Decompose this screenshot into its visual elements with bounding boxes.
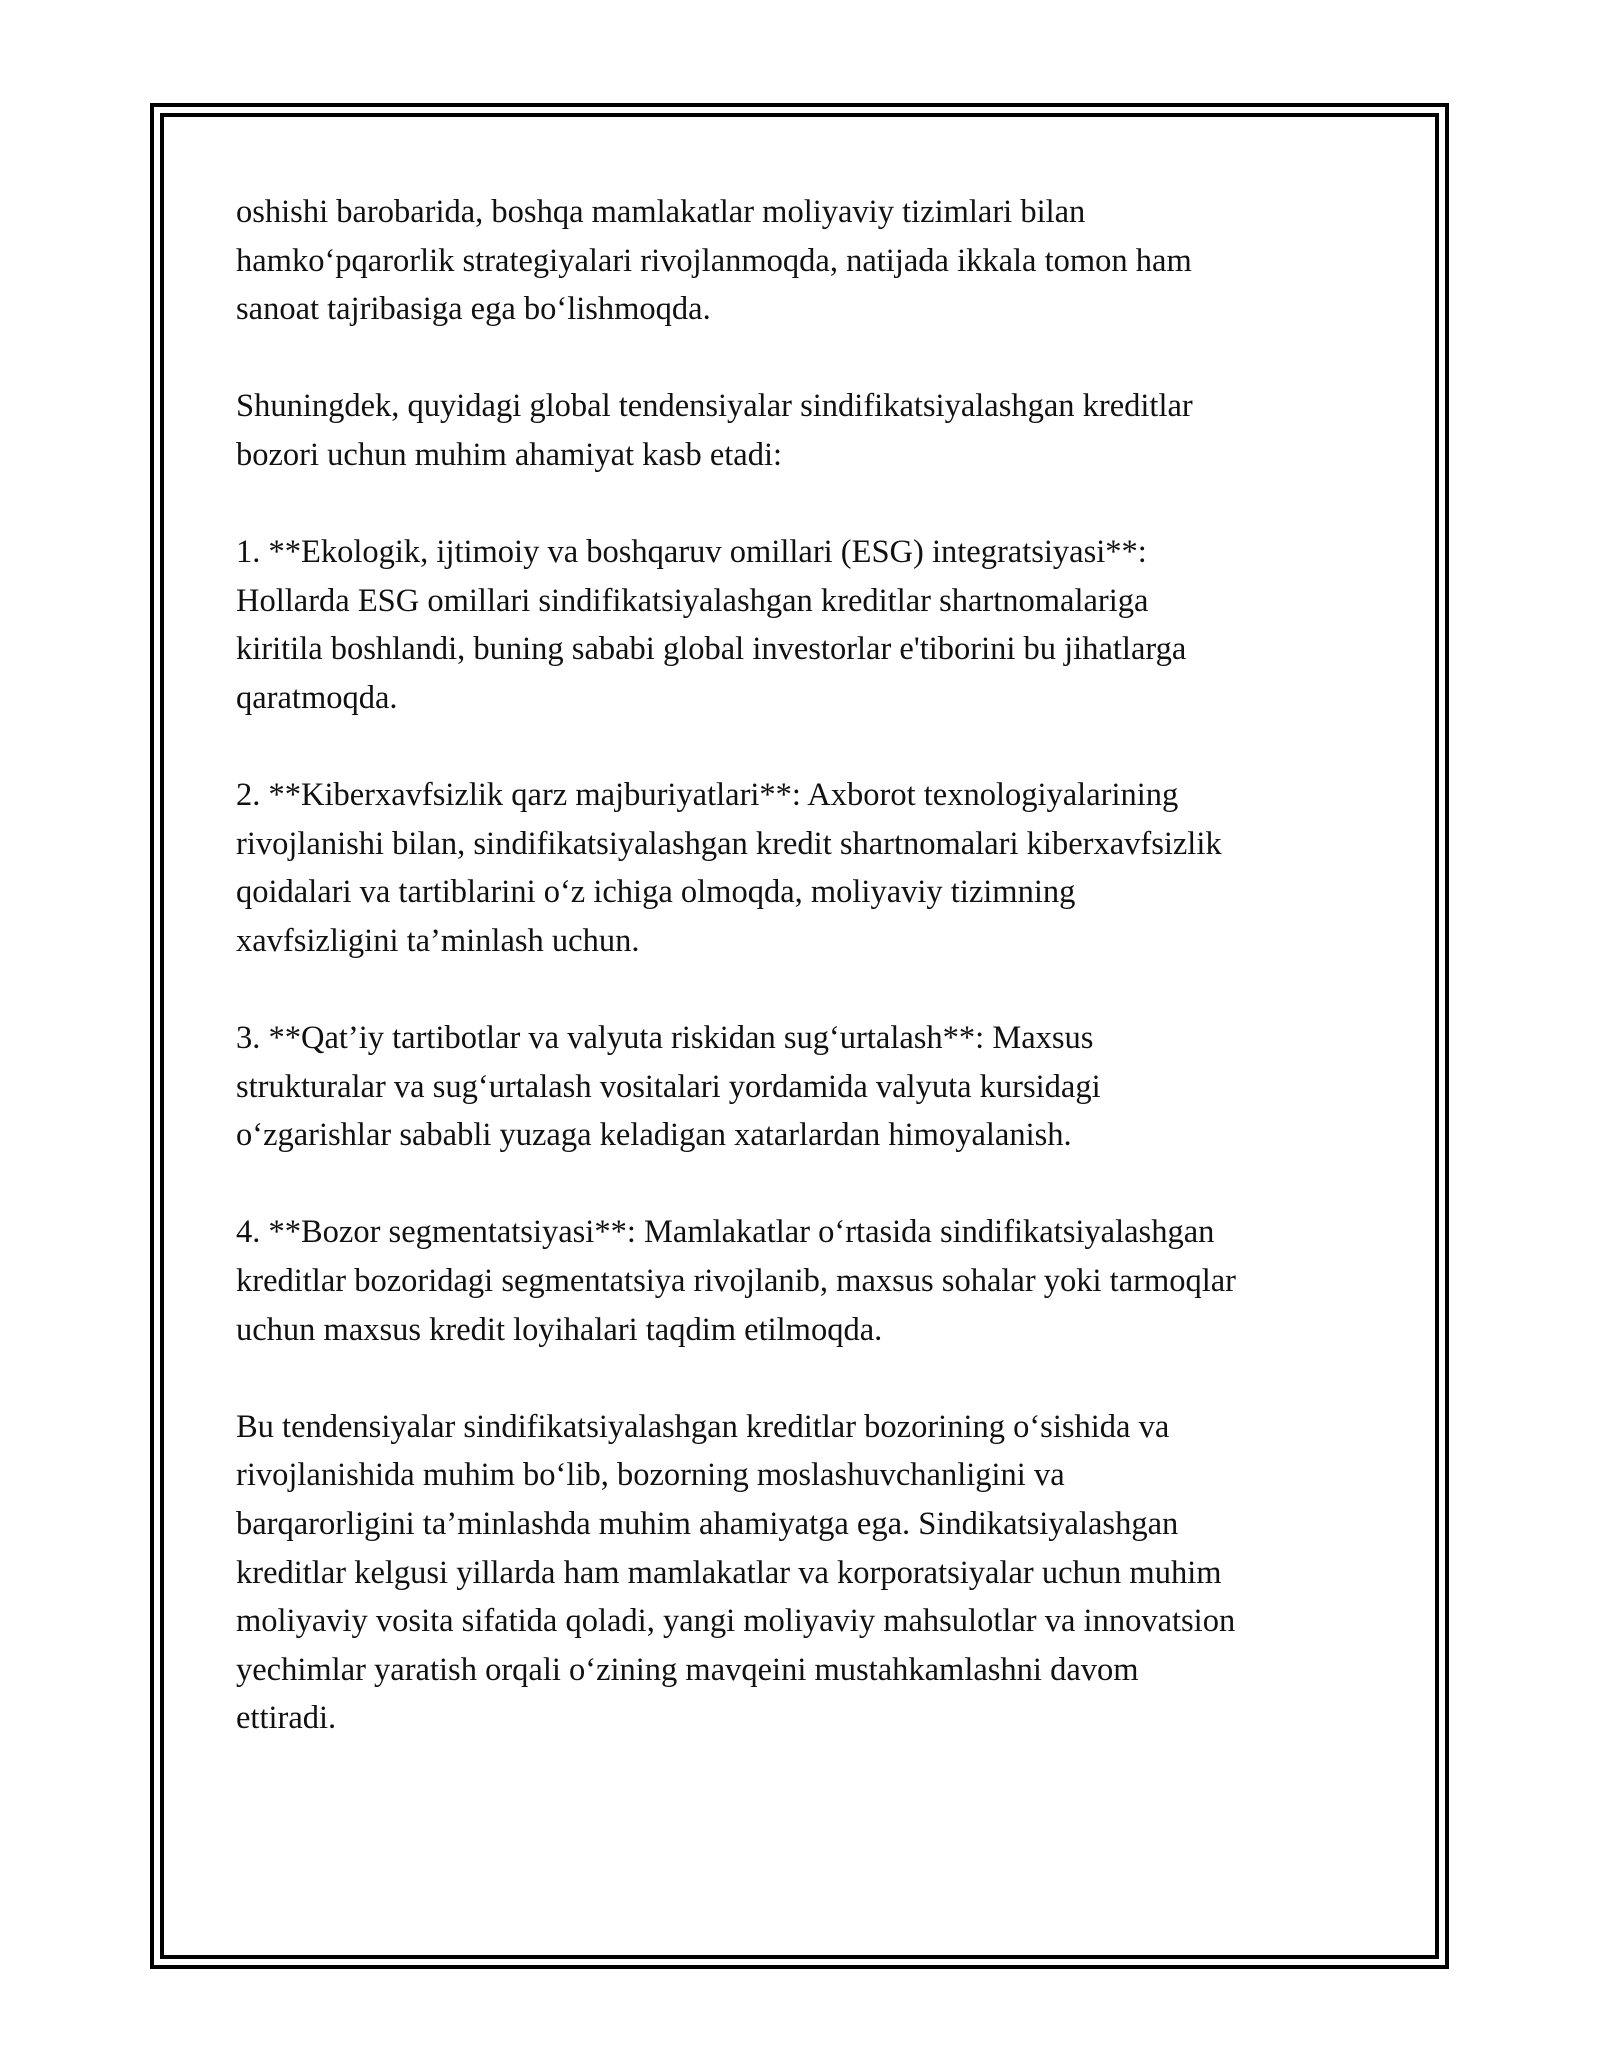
list-item-cybersecurity: 2. **Kiberxavfsizlik qarz majburiyatlari**: Axborot texnologiyalarining rivojlanishi bilan, sindifikatsiyalashgan kredit shartnomalari kiberxavfsizlik qoidalari va tartiblarini o‘z ichiga olmoqda, moliyaviy tizimning xavfsizligini ta’minlash uchun. [236, 777, 1222, 959]
paragraph-conclusion: Bu tendensiyalar sindifikatsiyalashgan kreditlar bozorining o‘sishida va rivojlanishida muhim bo‘lib, bozorning moslashuvchanligini va barqarorligini ta’minlashda muhim ahamiyatga ega. Sindikatsiyalashgan kreditlar kelgusi yillarda ham mamlakatlar va korporatsiyalar uchun muhim moliyaviy vosita sifatida qoladi, yangi moliyaviy mahsulotlar va innovatsion yechimlar yaratish orqali o‘zining mavqeini mustahkamlashni davom ettiradi. [236, 1408, 1236, 1737]
paragraph-intro-continuation: oshishi barobarida, boshqa mamlakatlar moliyaviy tizimlari bilan hamko‘pqarorlik strategiyalari rivojlanmoqda, natijada ikkala tomon ham sanoat tajribasiga ega bo‘lishmoqda. [236, 194, 1192, 328]
list-item-market-segmentation: 4. **Bozor segmentatsiyasi**: Mamlakatlar o‘rtasida sindifikatsiyalashgan kreditlar bozoridagi segmentatsiya rivojlanib, maxsus sohalar yoki tarmoqlar uchun maxsus kredit loyihalari taqdim etilmoqda. [236, 1214, 1237, 1348]
paragraph-global-trends: Shuningdek, quyidagi global tendensiyalar sindifikatsiyalashgan kreditlar bozori uchun muhim ahamiyat kasb etadi: [236, 388, 1193, 473]
list-item-esg: 1. **Ekologik, ijtimoiy va boshqaruv omillari (ESG) integratsiyasi**: Hollarda ESG omillari sindifikatsiyalashgan kreditlar shartnomalariga kiritila boshlandi, buning sababi global investorlar e'tiborini bu jihatlarga qaratmoqda. [236, 534, 1187, 716]
list-item-currency-risk: 3. **Qat’iy tartibotlar va valyuta riskidan sug‘urtalash**: Maxsus strukturalar va sug‘urtalash vositalari yordamida valyuta kursidagi o‘zgarishlar sababli yuzaga keladigan xatarlardan himoyalanish. [236, 1020, 1101, 1154]
document-body [236, 188, 1386, 1792]
